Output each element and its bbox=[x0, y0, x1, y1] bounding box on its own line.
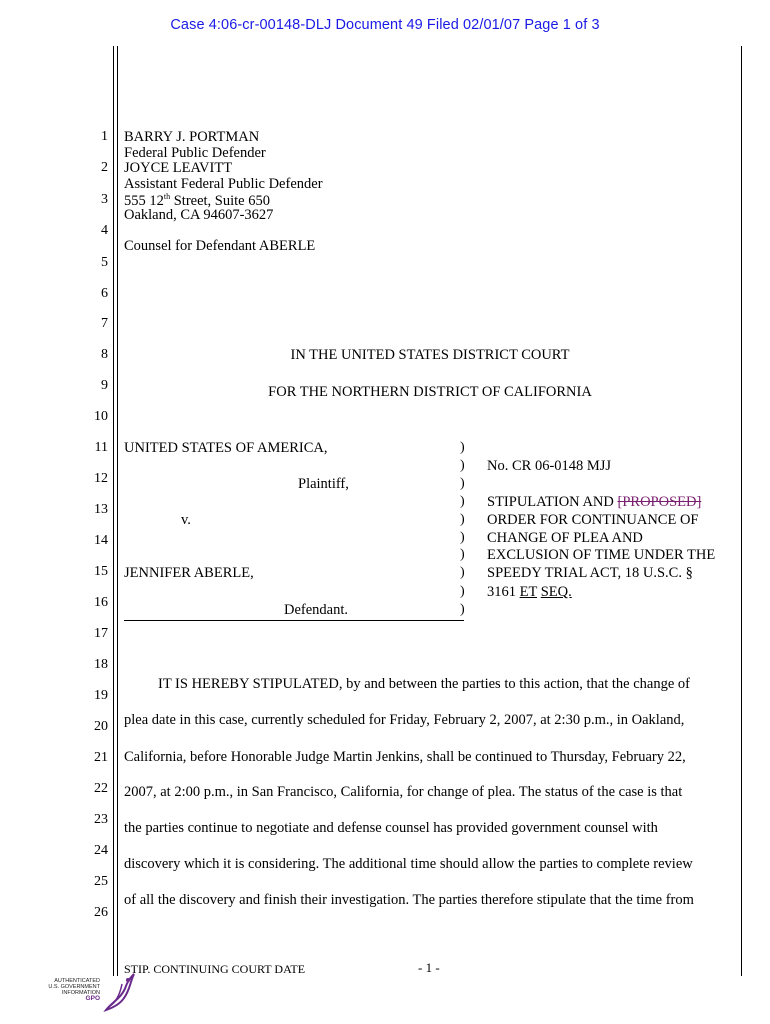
defendant-party: JENNIFER ABERLE, bbox=[124, 565, 254, 581]
caption-paren: ) bbox=[460, 512, 465, 527]
counsel-for: Counsel for Defendant ABERLE bbox=[124, 238, 316, 254]
caption-paren: ) bbox=[460, 584, 465, 599]
footer-caption: STIP. CONTINUING COURT DATE bbox=[124, 962, 306, 976]
line-number: 17 bbox=[94, 626, 108, 641]
street-number: 555 12 bbox=[124, 192, 164, 209]
gpo-text-line: U.S. GOVERNMENT bbox=[48, 984, 100, 990]
body-line: the parties continue to negotiate and defense counsel has provided government counsel with bbox=[124, 820, 658, 836]
gpo-text-line: INFORMATION bbox=[61, 990, 100, 996]
caption-paren: ) bbox=[460, 565, 465, 580]
line-number: 6 bbox=[101, 286, 108, 301]
court-district: FOR THE NORTHERN DISTRICT OF CALIFORNIA bbox=[268, 384, 592, 400]
gpo-mark-text: GPO bbox=[85, 995, 100, 1002]
attorney-name-portman: BARRY J. PORTMAN bbox=[124, 129, 260, 145]
gpo-eagle-icon bbox=[102, 972, 136, 1014]
line-number: 26 bbox=[94, 905, 108, 920]
doc-title-proposed-struck: [PROPOSED] bbox=[617, 494, 702, 510]
body-line: California, before Honorable Judge Martin Jenkins, shall be continued to Thursday, February 22, bbox=[124, 749, 686, 765]
line-number: 23 bbox=[94, 812, 108, 827]
attorney-name-leavitt: JOYCE LEAVITT bbox=[124, 160, 233, 176]
et-underlined: ET bbox=[519, 584, 538, 600]
caption-paren: ) bbox=[460, 440, 465, 455]
line-number: 10 bbox=[94, 409, 108, 424]
line-number: 1 bbox=[101, 129, 108, 144]
doc-title-line5: SPEEDY TRIAL ACT, 18 U.S.C. § bbox=[487, 565, 693, 581]
line-number: 13 bbox=[94, 502, 108, 517]
caption-paren: ) bbox=[460, 530, 465, 545]
street-rest: Street, Suite 650 bbox=[170, 192, 270, 209]
line-number: 3 bbox=[101, 192, 108, 207]
doc-title-line6 bbox=[487, 584, 572, 601]
gpo-logo-text bbox=[44, 978, 100, 1002]
body-line: of all the discovery and finish their investigation. The parties therefore stipulate that the time from bbox=[124, 892, 694, 908]
caption-paren: ) bbox=[460, 458, 465, 473]
caption-paren: ) bbox=[460, 547, 465, 562]
left-margin-rule-outer bbox=[113, 46, 114, 976]
body-line: IT IS HEREBY STIPULATED, by and between the parties to this action, that the change of bbox=[158, 676, 690, 692]
line-number: 18 bbox=[94, 657, 108, 672]
line-number: 14 bbox=[94, 533, 108, 548]
line-number: 22 bbox=[94, 781, 108, 796]
gpo-authentication-logo bbox=[44, 972, 134, 1014]
line-number: 19 bbox=[94, 688, 108, 703]
line-number: 4 bbox=[101, 223, 108, 238]
street-ordinal: th bbox=[163, 192, 171, 201]
right-margin-rule bbox=[741, 46, 742, 976]
line-number: 7 bbox=[101, 316, 108, 331]
line-number: 21 bbox=[94, 750, 108, 765]
line-number: 16 bbox=[94, 595, 108, 610]
court-title: IN THE UNITED STATES DISTRICT COURT bbox=[290, 347, 570, 363]
line-number: 24 bbox=[94, 843, 108, 858]
caption-paren: ) bbox=[460, 602, 465, 617]
seq-underlined: SEQ. bbox=[540, 584, 572, 600]
case-header-stamp: Case 4:06-cr-00148-DLJ Document 49 Filed 02/01/07 Page 1 of 3 bbox=[170, 17, 600, 33]
line-number: 2 bbox=[101, 160, 108, 175]
line-number: 20 bbox=[94, 719, 108, 734]
attorney-city: Oakland, CA 94607-3627 bbox=[124, 207, 274, 223]
statute-section: 3161 bbox=[487, 584, 520, 600]
line-number: 15 bbox=[94, 564, 108, 579]
plaintiff-label: Plaintiff, bbox=[298, 476, 349, 492]
line-number: 11 bbox=[94, 440, 108, 455]
attorney-title-fpd: Federal Public Defender bbox=[124, 145, 266, 161]
gpo-text-line: AUTHENTICATED bbox=[54, 978, 100, 984]
attorney-title-afpd: Assistant Federal Public Defender bbox=[124, 176, 323, 192]
caption-rule bbox=[124, 620, 464, 621]
body-line: plea date in this case, currently scheduled for Friday, February 2, 2007, at 2:30 p.m., in Oakland, bbox=[124, 712, 685, 728]
doc-title-line2: ORDER FOR CONTINUANCE OF bbox=[487, 512, 699, 528]
left-margin-rule-inner bbox=[117, 46, 118, 976]
doc-title-line4: EXCLUSION OF TIME UNDER THE bbox=[487, 547, 716, 563]
line-number: 12 bbox=[94, 471, 108, 486]
doc-title-stipulation: STIPULATION AND bbox=[487, 494, 618, 510]
body-line: 2007, at 2:00 p.m., in San Francisco, California, for change of plea. The status of the case is that bbox=[124, 784, 683, 800]
line-number: 25 bbox=[94, 874, 108, 889]
line-number: 8 bbox=[101, 347, 108, 362]
defendant-label: Defendant. bbox=[284, 602, 349, 618]
case-number: No. CR 06-0148 MJJ bbox=[487, 458, 612, 474]
line-number: 5 bbox=[101, 255, 108, 270]
doc-title-line3: CHANGE OF PLEA AND bbox=[487, 530, 643, 546]
versus: v. bbox=[181, 512, 191, 528]
plaintiff-party: UNITED STATES OF AMERICA, bbox=[124, 440, 328, 456]
caption-paren: ) bbox=[460, 494, 465, 509]
line-number: 9 bbox=[101, 378, 108, 393]
doc-title-line1 bbox=[487, 494, 701, 511]
caption-paren: ) bbox=[460, 476, 465, 491]
body-line: discovery which it is considering. The additional time should allow the parties to complete review bbox=[124, 856, 693, 872]
page-number: - 1 - bbox=[418, 960, 440, 975]
